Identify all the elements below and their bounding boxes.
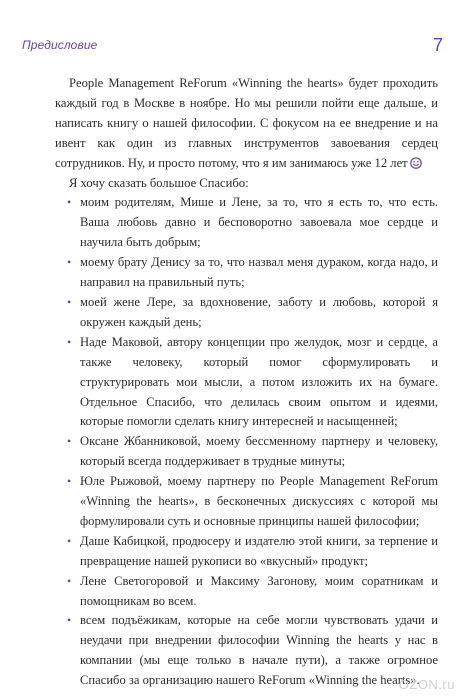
list-item-text: моей жене Лере, за вдохновение, заботу и любовь, которой я окружен каждый день;	[80, 294, 438, 329]
list-item-text: Оксане Жбанниковой, моему бессменному партнеру и человеку, который всегда поддерживает в трудные минуты;	[80, 434, 438, 469]
running-head: Предисловие	[22, 38, 98, 52]
list-item	[55, 572, 438, 612]
list-item	[55, 611, 438, 691]
thanks-intro: Я хочу сказать большое Спасибо:	[69, 175, 249, 190]
list-item-text: Даше Кабицкой, продюсеру и издателю этой книги, за терпение и превращение нашей рукописи во «вкусный» продукт;	[80, 533, 438, 568]
list-item	[55, 432, 438, 472]
list-item	[55, 532, 438, 572]
thanks-list	[55, 193, 438, 691]
bullet-icon: •	[67, 533, 72, 548]
list-item	[55, 253, 438, 293]
list-item-text: Наде Маковой, автору концепции про желудок, мозг и сердце, а также человеку, который помог сформулировать и структурировать мои мысли, а потом изложить их на бумаге. Отдельное Спасибо, что делилась своим опытом и идеями, которые помогли сделать книгу интересней и насыщенней;	[80, 334, 438, 429]
bullet-icon: •	[67, 255, 72, 270]
list-item-text: Лене Светогоровой и Максиму Загонову, моим соратникам и помощникам во всем.	[80, 573, 438, 608]
watermark: OZON.ru	[398, 677, 455, 692]
list-item-text: Юле Рыжовой, моему партнеру по People Management ReForum «Winning the hearts», в бесконечных дискуссиях с которой мы формулировали суть и основные принципы нашей философии;	[80, 474, 438, 528]
page-body	[55, 74, 438, 691]
list-item-text: моему брату Денису за то, что назвал меня дураком, когда надо, и направил на правильный путь;	[80, 255, 438, 290]
bullet-icon: •	[67, 613, 72, 628]
bullet-icon: •	[67, 474, 72, 489]
list-item-text: всем подъёжикам, которые на себе могли чувствовать удачи и неудачи при внедрении философии Winning the hearts у нас в компании (мы еще только в начале пути), а также огромное Спасибо за организацию нашего ReForum «Winning the hearts».	[80, 613, 438, 688]
bullet-icon: •	[67, 294, 72, 309]
list-item	[55, 472, 438, 532]
list-item	[55, 193, 438, 253]
list-item	[55, 293, 438, 333]
paragraph-text: People Management ReForum «Winning the hearts» будет проходить каждый год в Москве в ноябре. Но мы решили пойти еще дальше, и написать книгу о нашей философии. С фокусом на ее внедрение и на ивент как один из главных инструментов завоевания сердец сотрудников. Ну, и просто потому, что я им занимаюсь уже 12 лет	[55, 76, 438, 170]
list-item	[55, 333, 438, 433]
list-item-text: моим родителям, Мише и Лене, за то, что я есть то, что есть. Ваша любовь давно и бесповоротно завоевала мое сердце и научила быть добрым;	[80, 195, 438, 250]
bullet-icon: •	[67, 573, 72, 588]
bullet-icon: •	[67, 195, 72, 210]
page-number: 7	[432, 34, 443, 55]
bullet-icon: •	[67, 434, 72, 449]
paragraph	[55, 74, 438, 174]
bullet-icon: •	[67, 334, 72, 349]
page-header	[22, 34, 443, 56]
smiley-icon	[410, 157, 422, 169]
